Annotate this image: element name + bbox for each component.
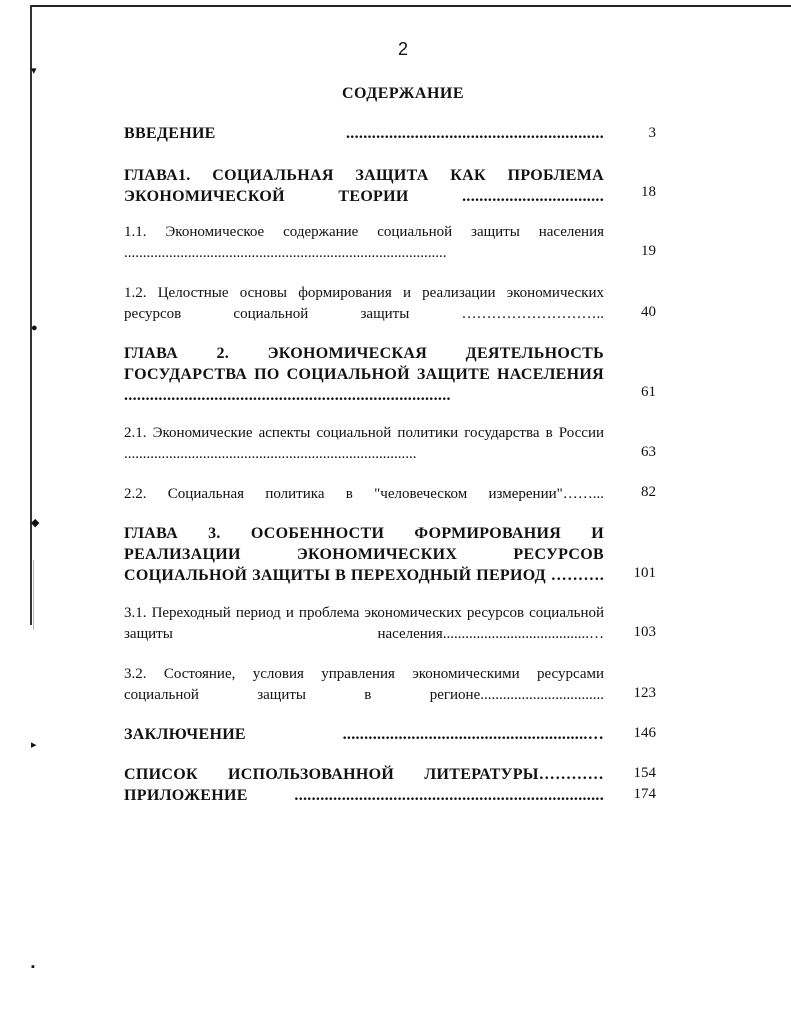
toc-entry-page: 101 xyxy=(633,565,656,581)
toc-entry-text: 3.1. Переходный период и проблема экономических ресурсов социальной защиты населения.......................................… xyxy=(124,605,604,642)
toc-entry-text: ГЛАВА 3. ОСОБЕННОСТИ ФОРМИРОВАНИЯ И РЕАЛИЗАЦИИ ЭКОНОМИЧЕСКИХ РЕСУРСОВ СОЦИАЛЬНОЙ ЗАЩИТЫ В ПЕРЕХОДНЫЙ ПЕРИОД ………. xyxy=(124,525,604,584)
scan-border-left-faint xyxy=(33,560,34,630)
toc-entry-page: 63 xyxy=(641,444,656,460)
margin-mark-dot: ● xyxy=(31,322,38,334)
margin-mark-pointer: ▸ xyxy=(31,739,37,751)
page-number: 2 xyxy=(398,39,409,59)
toc-entry-page: 123 xyxy=(633,685,656,701)
toc-entry-text: 1.1. Экономическое содержание социальной защиты населения ...................................................................................... xyxy=(124,224,604,261)
margin-mark-square: ▪ xyxy=(31,961,35,973)
toc-entry-page: 40 xyxy=(641,304,656,320)
toc-entry-page: 154 xyxy=(633,765,656,781)
toc-entry-text: 2.2. Социальная политика в "человеческом измерении"……... xyxy=(124,486,604,502)
toc-entry-page: 146 xyxy=(633,725,656,741)
toc-entry-page: 174 xyxy=(633,786,656,802)
toc-entry-text: 1.2. Целостные основы формирования и реализации экономических ресурсов социальной защиты ……………………….. xyxy=(124,285,604,322)
scan-border-left xyxy=(30,5,32,625)
toc-entry-text: 2.1. Экономические аспекты социальной политики государства в России .............................................................................. xyxy=(124,425,604,462)
toc-entry-text: ГЛАВА1. СОЦИАЛЬНАЯ ЗАЩИТА КАК ПРОБЛЕМА ЭКОНОМИЧЕСКОЙ ТЕОРИИ ................................. xyxy=(124,167,604,205)
toc-entry-text: 3.2. Состояние, условия управления экономическими ресурсами социальной защиты в регионе................................. xyxy=(124,666,604,703)
toc-entry-text: ГЛАВА 2. ЭКОНОМИЧЕСКАЯ ДЕЯТЕЛЬНОСТЬ ГОСУДАРСТВА ПО СОЦИАЛЬНОЙ ЗАЩИТЕ НАСЕЛЕНИЯ ............................................................................ xyxy=(124,345,604,404)
scan-border-top xyxy=(30,5,791,7)
toc-entry-page: 103 xyxy=(633,624,656,640)
margin-mark-diamond: ◆ xyxy=(31,517,40,529)
toc-entry-page: 19 xyxy=(641,243,656,259)
toc-entry-text: СПИСОК ИСПОЛЬЗОВАННОЙ ЛИТЕРАТУРЫ………… xyxy=(124,766,604,783)
toc-entry-text: ПРИЛОЖЕНИЕ ........................................................................ xyxy=(124,787,604,804)
toc-entry-page: 61 xyxy=(641,384,656,400)
margin-mark-arrow: ▾ xyxy=(31,65,37,77)
toc-entry-text: ВВЕДЕНИЕ ............................................................ xyxy=(124,125,604,142)
toc-entry-page: 82 xyxy=(641,484,656,500)
toc-entry-page: 18 xyxy=(641,184,656,200)
toc-entry-text: ЗАКЛЮЧЕНИЕ .........................................................… xyxy=(124,726,604,743)
toc-entry-page: 3 xyxy=(648,125,656,141)
toc-title: СОДЕРЖАНИЕ xyxy=(342,85,465,102)
